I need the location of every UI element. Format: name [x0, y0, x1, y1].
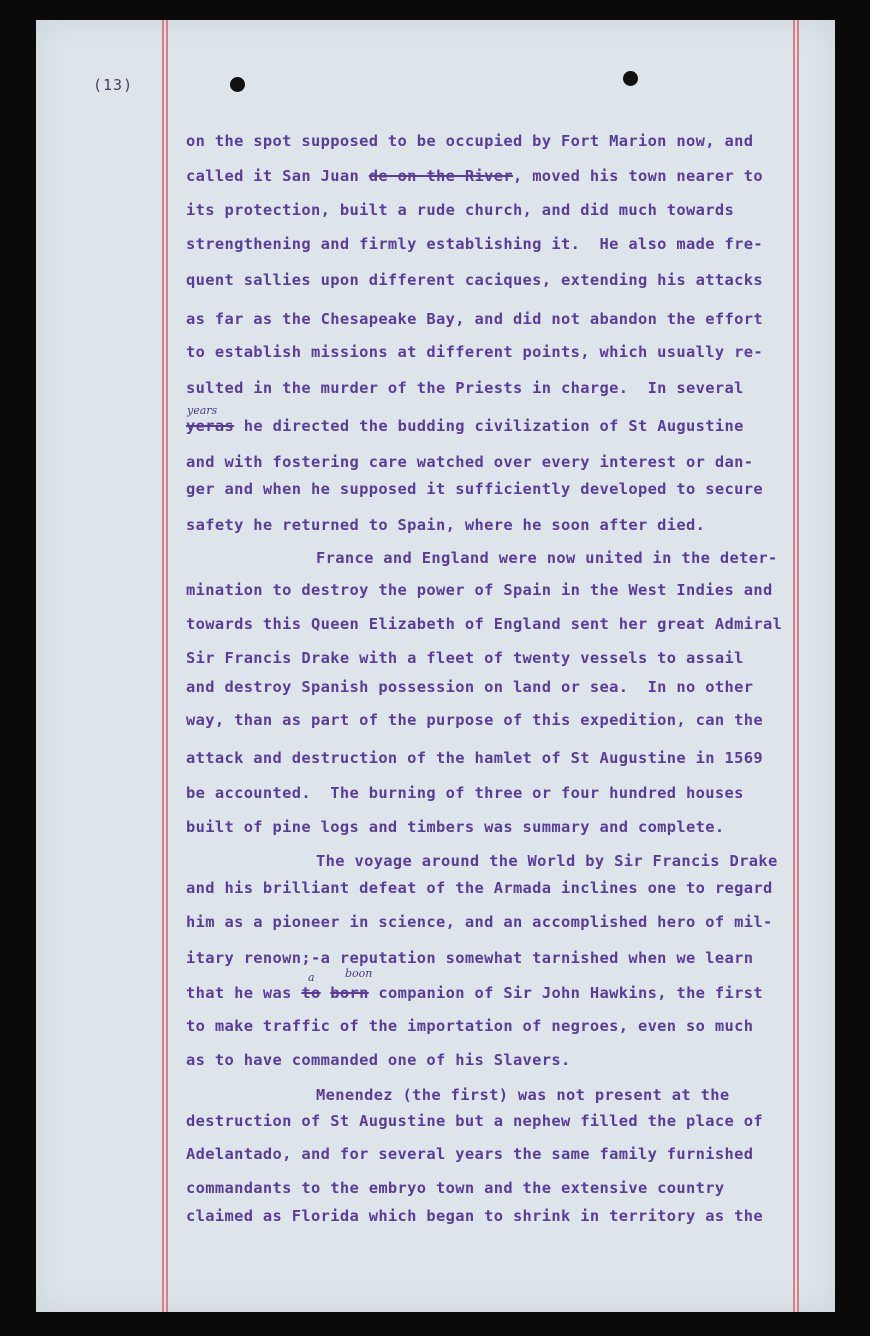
handwritten-insertion-boon: boon [345, 967, 373, 980]
right-margin-rule-outer [797, 20, 799, 1312]
text-line-1: on the spot supposed to be occupied by Fort Marion now, and [186, 132, 754, 150]
line-26-start: that he was [186, 984, 302, 1002]
text-line-25: itary renown;-a reputation somewhat tarnished when we learn [186, 949, 754, 967]
page-number: (13) [93, 76, 134, 94]
text-line-7: to establish missions at different points, which usually re- [186, 343, 763, 361]
text-line-19: attack and destruction of the hamlet of St Augustine in 1569 [186, 749, 763, 767]
punch-hole-right [623, 71, 638, 86]
line-26-rest: companion of Sir John Hawkins, the first [378, 984, 763, 1002]
line-9-rest: he directed the budding civilization of St Augustine [243, 417, 744, 435]
text-line-21: built of pine logs and timbers was summary and complete. [186, 818, 725, 836]
text-line-32: commandants to the embryo town and the extensive country [186, 1179, 725, 1197]
handwritten-insertion-a: a [308, 971, 315, 984]
text-line-31: Adelantado, and for several years the same family furnished [186, 1145, 754, 1163]
text-line-23: and his brilliant defeat of the Armada inclines one to regard [186, 879, 773, 897]
text-line-24: him as a pioneer in science, and an accomplished hero of mil- [186, 913, 773, 931]
line-2-punct: , [512, 167, 533, 185]
text-line-9 [186, 417, 744, 435]
text-line-18: way, than as part of the purpose of this expedition, can the [186, 711, 763, 729]
text-line-2 [186, 167, 763, 185]
left-margin-rule [162, 20, 164, 1312]
left-margin-rule-inner [166, 20, 168, 1312]
text-line-28: as to have commanded one of his Slavers. [186, 1051, 571, 1069]
text-line-11: ger and when he supposed it sufficiently developed to secure [186, 480, 763, 498]
text-line-8: sulted in the murder of the Priests in charge. In several [186, 379, 744, 397]
struck-text-born: born [330, 984, 369, 1002]
document-page [36, 20, 835, 1312]
text-line-22: The voyage around the World by Sir Francis Drake [316, 852, 778, 870]
text-line-30: destruction of St Augustine but a nephew filled the place of [186, 1112, 763, 1130]
struck-text-to: to [301, 984, 321, 1002]
text-line-4: strengthening and firmly establishing it. He also made fre- [186, 235, 763, 253]
text-line-5: quent sallies upon different caciques, extending his attacks [186, 271, 763, 289]
right-margin-rule [793, 20, 795, 1312]
text-line-12: safety he returned to Spain, where he soon after died. [186, 516, 706, 534]
text-line-26 [186, 984, 763, 1002]
punch-hole-left [230, 77, 245, 92]
line-2-start: called it San Juan [186, 167, 369, 185]
text-line-33: claimed as Florida which began to shrink in territory as the [186, 1207, 763, 1225]
text-line-14: mination to destroy the power of Spain in the West Indies and [186, 581, 773, 599]
text-line-27: to make traffic of the importation of negroes, even so much [186, 1017, 754, 1035]
text-line-6: as far as the Chesapeake Bay, and did not abandon the effort [186, 310, 763, 328]
text-line-15: towards this Queen Elizabeth of England sent her great Admiral [186, 615, 783, 633]
text-line-16: Sir Francis Drake with a fleet of twenty vessels to assail [186, 649, 744, 667]
handwritten-insertion-years: years [187, 404, 218, 417]
text-line-20: be accounted. The burning of three or four hundred houses [186, 784, 744, 802]
text-line-3: its protection, built a rude church, and did much towards [186, 201, 735, 219]
text-line-29: Menendez (the first) was not present at the [316, 1086, 730, 1104]
text-line-17: and destroy Spanish possession on land or sea. In no other [186, 678, 754, 696]
line-2-end: moved his town nearer to [532, 167, 763, 185]
text-line-13: France and England were now united in the deter- [316, 549, 778, 567]
struck-text-yeras: yeras [186, 417, 235, 435]
text-line-10: and with fostering care watched over every interest or dan- [186, 453, 754, 471]
struck-text: de on the River [368, 167, 513, 185]
